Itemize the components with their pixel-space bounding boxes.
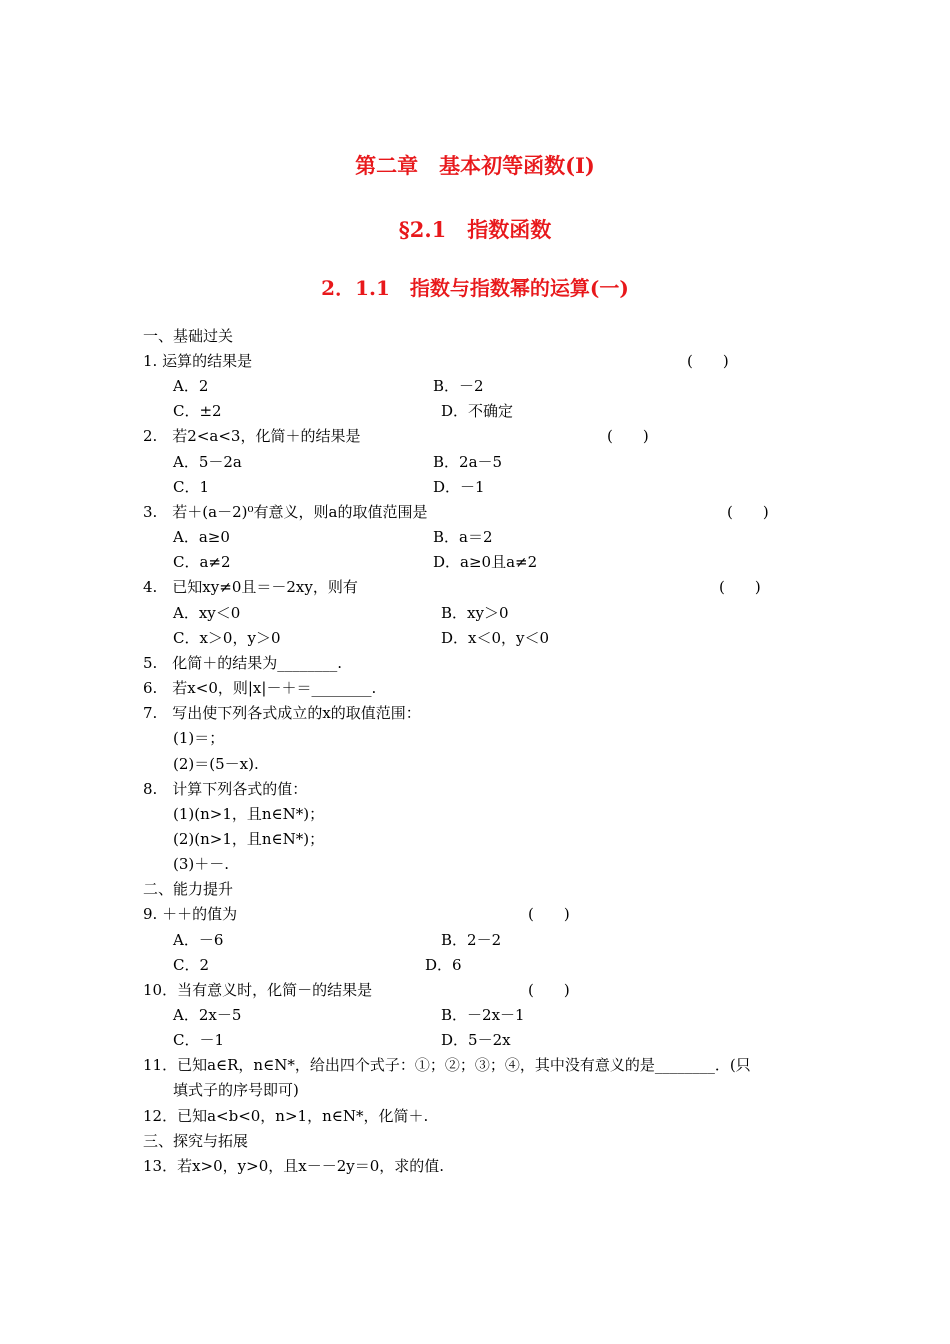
q3-answer-paren: ( ) [727,503,769,521]
q10-stem: 10．当有意义时，化简－的结果是 [143,981,373,999]
q1-option-d: D．不确定 [441,402,514,420]
q1-option-b: B．－2 [433,377,484,395]
q2-option-a: A．5－2a [173,453,242,471]
q4-option-a: A．xy＜0 [173,604,241,622]
q2-stem: 2. 若2<a<3，化简＋的结果是 [143,427,361,445]
q2-option-d: D．－1 [433,478,485,496]
q2-option-b: B．2a－5 [433,453,503,471]
part1-heading: 一、基础过关 [143,327,234,345]
q10-answer-paren: ( ) [528,981,570,999]
q8-sub-2: (2)(n>1，且n∈N*)； [173,830,325,848]
q9-answer-paren: ( ) [528,905,570,923]
subsection-title: 2．1.1 指数与指数幂的运算(一) [321,276,629,300]
q8-sub-3: (3)＋－. [173,855,230,873]
q7-stem: 7. 写出使下列各式成立的x的取值范围： [143,704,421,722]
q9-option-b: B．2－2 [441,931,502,949]
q12-text: 12．已知a<b<0，n>1，n∈N*，化简＋. [143,1107,429,1125]
q2-option-c: C．1 [173,478,210,496]
q3-stem: 3. 若＋(a－2)⁰有意义，则a的取值范围是 [143,503,428,521]
q9-stem: 9. ＋＋的值为 [143,905,238,923]
q4-stem: 4. 已知xy≠0且＝－2xy，则有 [143,578,358,596]
q3-option-b: B．a＝2 [433,528,493,546]
q10-option-b: B．－2x－1 [441,1006,525,1024]
q10-option-a: A．2x－5 [173,1006,242,1024]
q8-stem: 8. 计算下列各式的值： [143,780,308,798]
q3-option-d: D．a≥0且a≠2 [433,553,538,571]
q7-sub-2: (2)＝(5－x). [173,755,259,773]
q1-option-c: C．±2 [173,402,222,420]
q5-text: 5. 化简＋的结果为________. [143,654,343,672]
q10-option-c: C．－1 [173,1031,225,1049]
q4-option-d: D．x＜0，y＜0 [441,629,550,647]
q2-answer-paren: ( ) [607,427,649,445]
q6-text: 6. 若x<0，则|x|－＋＝________. [143,679,377,697]
part3-heading: 三、探究与拓展 [143,1132,249,1150]
q1-answer-paren: ( ) [687,352,729,370]
q9-option-c: C．2 [173,956,210,974]
q9-option-a: A．－6 [173,931,224,949]
section-title: §2.1 指数函数 [398,217,552,242]
q11-line-2: 填式子的序号即可) [173,1081,299,1099]
q3-option-c: C．a≠2 [173,553,231,571]
q4-option-b: B．xy＞0 [441,604,509,622]
q4-option-c: C．x＞0，y＞0 [173,629,281,647]
q4-answer-paren: ( ) [719,578,761,596]
q11-line-1: 11．已知a∈R，n∈N*，给出四个式子：①；②；③；④，其中没有意义的是________．(只 [143,1056,751,1074]
q9-option-d: D．6 [425,956,462,974]
q3-option-a: A．a≥0 [173,528,230,546]
q1-stem: 1. 运算的结果是 [143,352,253,370]
q13-text: 13．若x>0，y>0，且x－－2y＝0，求的值. [143,1157,445,1175]
q10-option-d: D．5－2x [441,1031,511,1049]
part2-heading: 二、能力提升 [143,880,234,898]
chapter-title: 第二章 基本初等函数(Ⅰ) [355,153,595,178]
q1-option-a: A．2 [173,377,209,395]
q7-sub-1: (1)＝； [173,729,225,747]
q8-sub-1: (1)(n>1，且n∈N*)； [173,805,325,823]
